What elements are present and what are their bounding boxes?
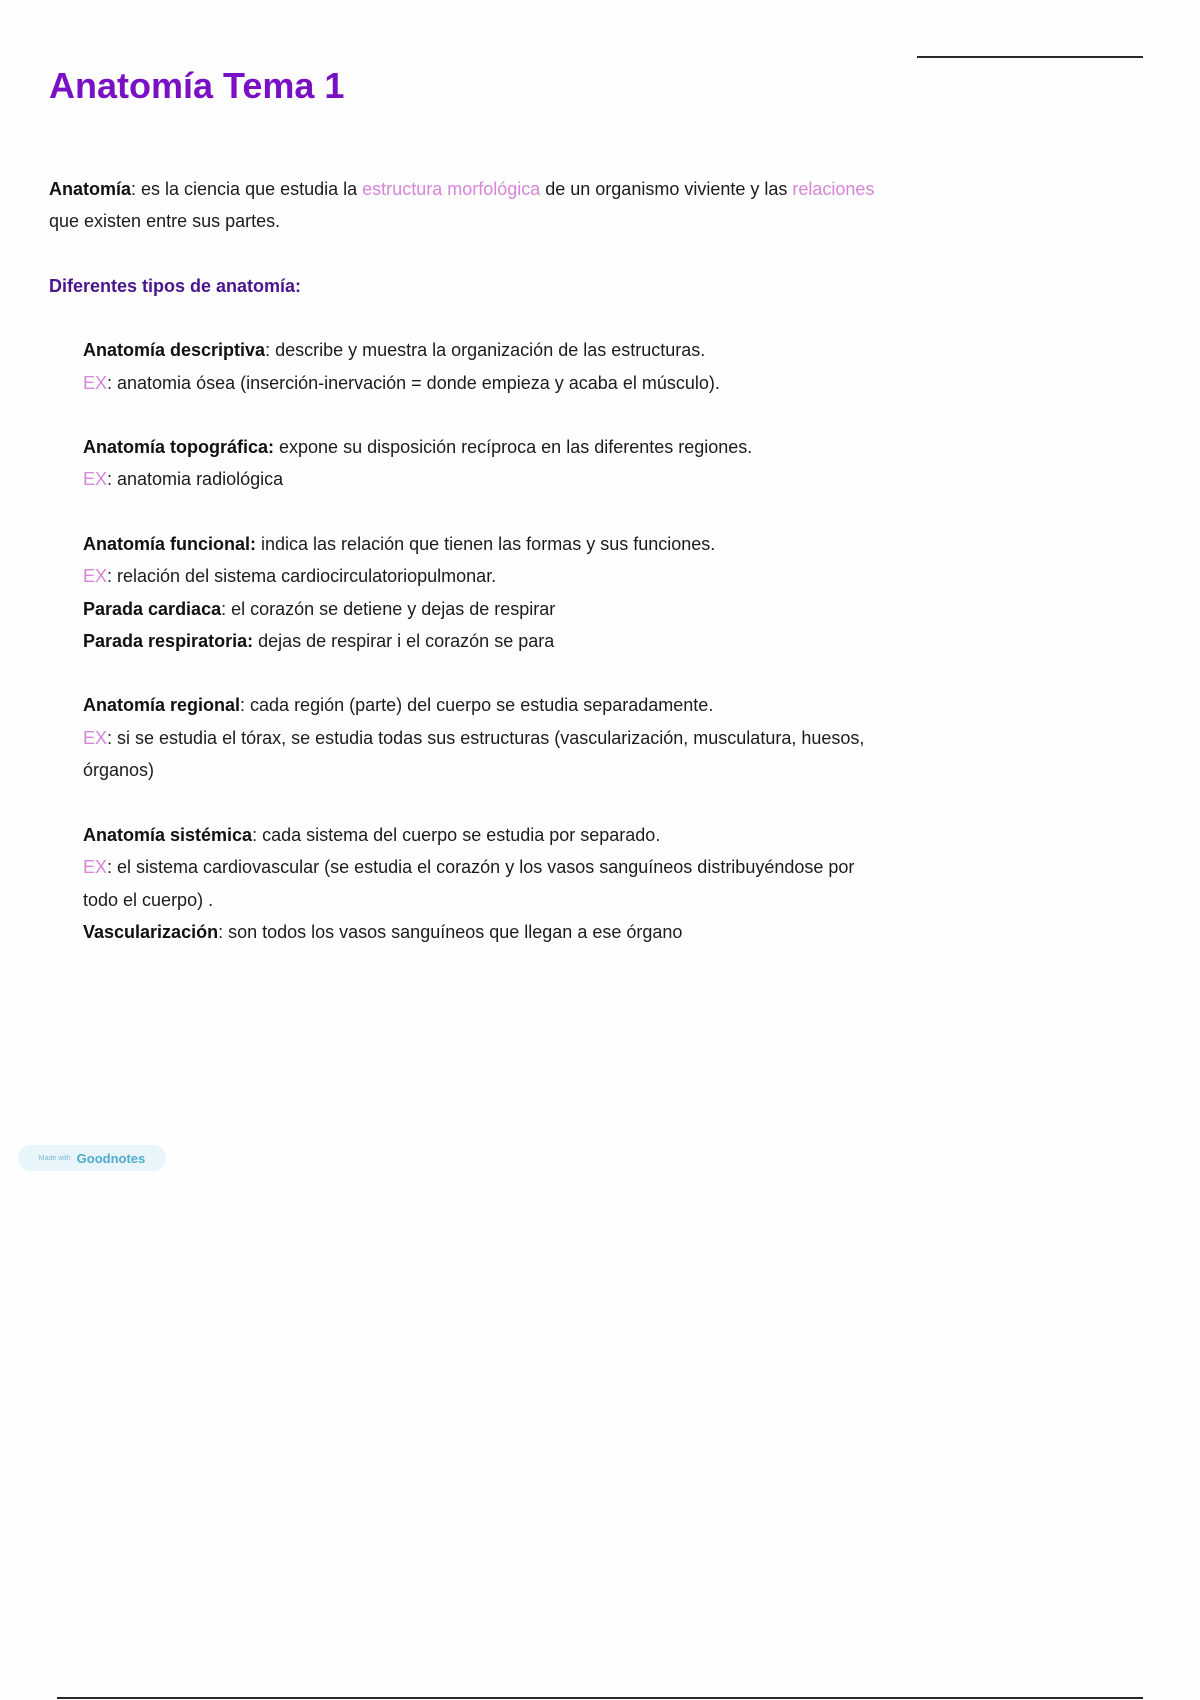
intro-text: : es la ciencia que estudia la	[131, 179, 363, 199]
anatomy-type-block	[83, 819, 889, 949]
example-text: : el sistema cardiovascular (se estudia el corazón y los vasos sanguíneos distribuyéndose por todo el cuerpo) .	[83, 857, 855, 910]
sub-term: Parada respiratoria:	[83, 631, 254, 652]
bottom-rule	[57, 1697, 1143, 1699]
example-text: : si se estudia el tórax, se estudia todas sus estructuras (vascularización, musculatura, huesos, órganos)	[83, 727, 865, 781]
ex-label: EX	[83, 566, 108, 587]
type-example	[83, 463, 889, 495]
ex-label: EX	[83, 469, 108, 490]
anatomy-type-block	[83, 334, 889, 399]
type-term: Anatomía funcional:	[83, 533, 257, 554]
page-title: Anatomía Tema 1	[49, 65, 345, 106]
type-term: Anatomía topográfica:	[83, 437, 275, 458]
intro-term: Anatomía	[49, 179, 132, 199]
note-content	[49, 173, 889, 948]
type-term: Anatomía sistémica	[83, 824, 253, 845]
type-def: : cada región (parte) del cuerpo se estudia separadamente.	[240, 695, 714, 716]
anatomy-type-block	[83, 689, 889, 786]
sub-term: Parada cardiaca	[83, 598, 222, 619]
type-def: : describe y muestra la organización de las estructuras.	[265, 340, 706, 361]
example-text: : relación del sistema cardiocirculatoriopulmonar.	[107, 566, 497, 587]
type-example	[83, 367, 889, 399]
example-text: : anatomia ósea (inserción-inervación = donde empieza y acaba el músculo).	[107, 372, 720, 393]
sub-definition	[83, 916, 889, 948]
type-example	[83, 722, 889, 787]
intro-paragraph	[49, 173, 889, 238]
sub-def: dejas de respirar i el corazón se para	[253, 631, 555, 652]
highlight-text: relaciones	[792, 179, 875, 199]
ex-label: EX	[83, 727, 108, 748]
type-term: Anatomía descriptiva	[83, 340, 266, 361]
type-def: expone su disposición recíproca en las diferentes regiones.	[274, 437, 753, 458]
anatomy-type-block	[83, 431, 889, 496]
top-rule	[917, 56, 1143, 58]
sub-definition	[83, 593, 889, 625]
sub-def: : el corazón se detiene y dejas de respirar	[221, 598, 556, 619]
type-definition	[83, 528, 889, 560]
intro-text: que existen entre sus partes.	[49, 211, 281, 232]
type-term: Anatomía regional	[83, 695, 241, 716]
intro-text: de un organismo viviente y las	[540, 179, 793, 199]
type-definition	[83, 819, 889, 851]
anatomy-type-block	[83, 528, 889, 658]
ex-label: EX	[83, 857, 108, 878]
ex-label: EX	[83, 372, 108, 393]
sub-definition	[83, 625, 889, 657]
type-definition	[83, 689, 889, 721]
type-example	[83, 560, 889, 592]
highlight-text: estructura morfológica	[362, 179, 541, 199]
type-def: : cada sistema del cuerpo se estudia por separado.	[252, 824, 661, 845]
watermark-brand: Goodnotes	[76, 1150, 146, 1166]
type-definition	[83, 431, 889, 463]
section-heading: Diferentes tipos de anatomía:	[49, 275, 302, 296]
type-example	[83, 851, 889, 916]
goodnotes-watermark	[18, 1145, 166, 1171]
type-definition	[83, 334, 889, 366]
sub-term: Vascularización	[83, 921, 219, 942]
type-def: indica las relación que tienen las formas y sus funciones.	[256, 533, 716, 554]
sub-def: : son todos los vasos sanguíneos que llegan a ese órgano	[218, 921, 683, 942]
watermark-small-text: Made with	[38, 1154, 71, 1162]
example-text: : anatomia radiológica	[107, 469, 284, 490]
